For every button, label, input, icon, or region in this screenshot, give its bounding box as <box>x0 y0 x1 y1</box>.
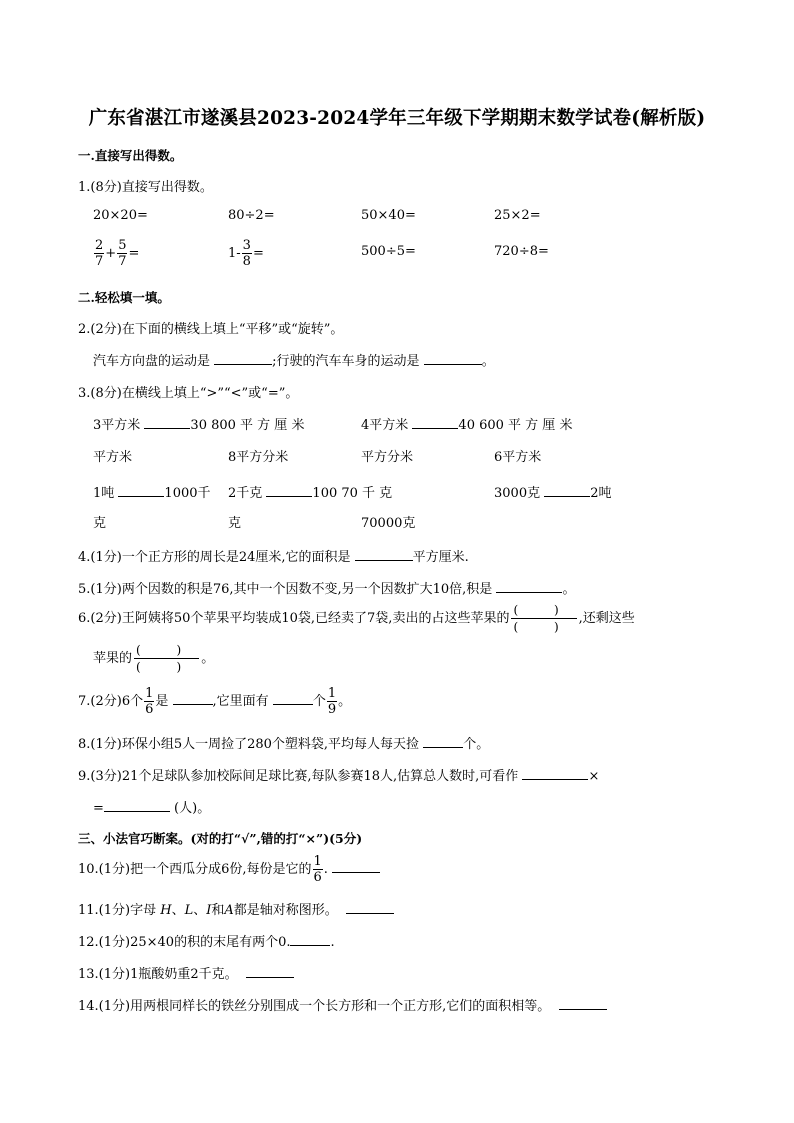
answer-blank[interactable] <box>104 800 170 812</box>
answer-blank[interactable] <box>266 485 312 497</box>
q3-compare-6-wrap: 克 <box>228 516 242 531</box>
answer-blank[interactable] <box>273 693 313 705</box>
answer-blank[interactable] <box>246 966 294 978</box>
q1-expr-4: 25×2= <box>494 208 541 223</box>
question-5: 5.(1分)两个因数的积是76,其中一个因数不变,另一个因数扩大10倍,积是 。 <box>78 582 576 597</box>
question-7: 7.(2分)6个 $\frac{1}{6}$ 是 ,它里面有 个 $\frac{1}{9}$ 。 <box>78 686 352 717</box>
question-10: 10.(1分)把一个西瓜分成6份,每份是它的 $\frac{1}{6}$ . <box>78 855 380 884</box>
answer-blank[interactable] <box>559 998 607 1010</box>
question-12: 12.(1分)25×40的积的末尾有两个0. . <box>78 935 335 950</box>
answer-blank[interactable] <box>332 861 380 873</box>
q3-compare-8: 3000克 2吨 <box>494 486 612 501</box>
paren-fraction[interactable]: ( ) ( ) <box>136 643 198 674</box>
fraction: $\frac{1}{6}$ <box>145 686 154 717</box>
section-2-heading: 二.轻松填一填。 <box>78 290 170 305</box>
fraction: $\frac{1}{6}$ <box>313 854 322 885</box>
fraction: $\frac{3}{8}$ <box>242 238 251 269</box>
fraction: $\frac{5}{7}$ <box>118 238 127 269</box>
question-2-line: 汽车方向盘的运动是 ;行驶的汽车车身的运动是 。 <box>93 354 495 369</box>
answer-blank[interactable] <box>355 549 413 561</box>
answer-blank[interactable] <box>424 353 482 365</box>
q3-compare-5: 1吨 1000千 <box>93 486 211 501</box>
question-3-stem: 3.(8分)在横线上填上“>”“<”或“=”。 <box>78 386 299 401</box>
answer-blank[interactable] <box>173 693 213 705</box>
q3-compare-1: 3平方米 30 800 平 方 厘 米 <box>93 418 305 433</box>
section-1-heading: 一.直接写出得数。 <box>78 148 183 163</box>
page-title: 广东省湛江市遂溪县2023-2024学年三年级下学期期末数学试卷(解析版) <box>88 108 706 129</box>
fraction: $\frac{2}{7}$ <box>95 238 104 269</box>
question-6: 6.(2分)王阿姨将50个苹果平均装成10袋,已经卖了7袋,卖出的占这些苹果的 ( ) ( ) ,还剩这些 <box>78 603 635 634</box>
q1-expr-3: 50×40= <box>361 208 416 223</box>
q1-expr-2: 80÷2= <box>228 208 275 223</box>
answer-blank[interactable] <box>118 485 164 497</box>
q1-expr-8: 720÷8= <box>494 244 549 259</box>
answer-blank[interactable] <box>290 934 330 946</box>
section-3-heading: 三、小法官巧断案。(对的打“√”,错的打“×”)(5分) <box>78 831 363 846</box>
q3-compare-5-wrap: 克 <box>93 516 107 531</box>
answer-blank[interactable] <box>423 736 463 748</box>
q3-compare-3: 4平方米 40 600 平 方 厘 米 <box>361 418 573 433</box>
q1-expr-6: 1- $\frac{3}{8}$ = <box>228 238 264 269</box>
answer-blank[interactable] <box>522 768 588 780</box>
answer-blank[interactable] <box>412 417 458 429</box>
q1-expr-1: 20×20= <box>93 208 148 223</box>
q3-compare-6: 2千克 100 70 千 克 <box>228 486 393 501</box>
q3-compare-2: 8平方分米 <box>228 450 289 465</box>
answer-blank[interactable] <box>496 581 562 593</box>
answer-blank[interactable] <box>346 902 394 914</box>
question-1-stem: 1.(8分)直接写出得数。 <box>78 180 213 195</box>
q3-compare-7: 70000克 <box>361 516 416 531</box>
answer-blank[interactable] <box>544 485 590 497</box>
question-6-cont: 苹果的 ( ) ( ) 。 <box>93 643 215 674</box>
q3-compare-3-wrap: 平方分米 <box>361 450 414 465</box>
question-9: 9.(3分)21个足球队参加校际间足球比赛,每队参赛18人,估算总人数时,可看作 × <box>78 769 600 784</box>
question-11: 11.(1分)字母 H、L、I和A都是轴对称图形。 <box>78 899 394 918</box>
question-2-stem: 2.(2分)在下面的横线上填上“平移”或“旋转”。 <box>78 322 344 337</box>
q1-expr-7: 500÷5= <box>361 244 416 259</box>
q3-compare-1-wrap: 平方米 <box>93 450 133 465</box>
fraction: $\frac{1}{9}$ <box>327 686 337 717</box>
question-8: 8.(1分)环保小组5人一周捡了280个塑料袋,平均每人每天捡 个。 <box>78 737 490 752</box>
question-13: 13.(1分)1瓶酸奶重2千克。 <box>78 963 294 982</box>
question-14: 14.(1分)用两根同样长的铁丝分别围成一个长方形和一个正方形,它们的面积相等。 <box>78 995 607 1014</box>
paren-fraction[interactable]: ( ) ( ) <box>513 603 575 634</box>
answer-blank[interactable] <box>144 417 190 429</box>
answer-blank[interactable] <box>214 353 272 365</box>
question-4: 4.(1分)一个正方形的周长是24厘米,它的面积是 平方厘米. <box>78 550 469 565</box>
q3-compare-4: 6平方米 <box>494 450 542 465</box>
q1-expr-5: $\frac{2}{7}$ + $\frac{5}{7}$ = <box>95 238 140 269</box>
question-9-cont: = (人)。 <box>93 801 211 816</box>
